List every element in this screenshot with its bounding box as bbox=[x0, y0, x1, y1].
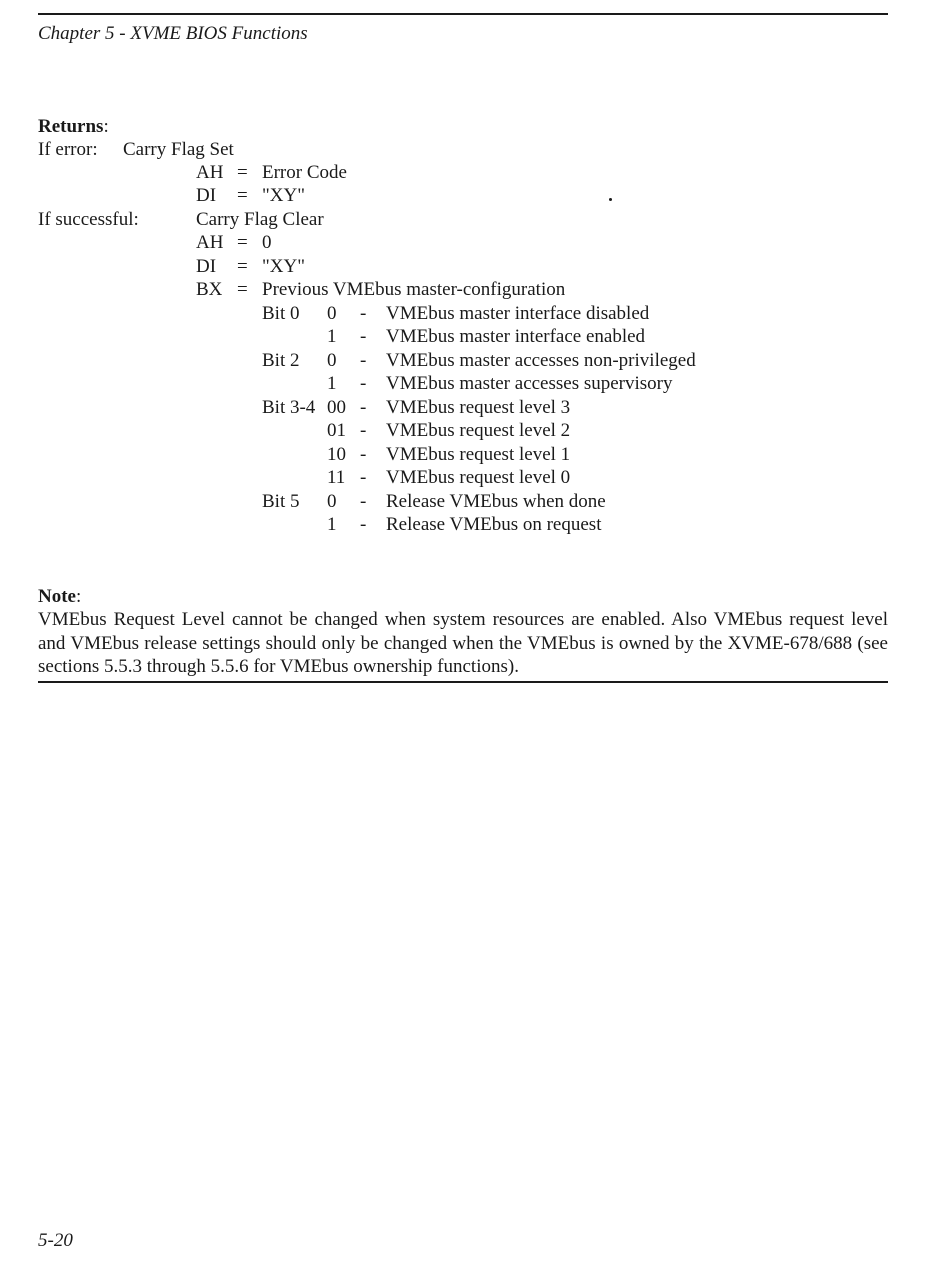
error-di-value: "XY" bbox=[262, 185, 305, 206]
error-ah-reg: AH bbox=[196, 162, 224, 183]
note-heading: Note bbox=[38, 586, 76, 607]
success-carry-flag: Carry Flag Clear bbox=[196, 209, 324, 230]
bit-dash: - bbox=[360, 467, 367, 488]
success-di-reg: DI bbox=[196, 256, 217, 277]
error-ah-eq: = bbox=[237, 162, 248, 183]
success-di-eq: = bbox=[237, 256, 248, 277]
bit-description: VMEbus master accesses supervisory bbox=[386, 373, 673, 394]
bit-dash: - bbox=[360, 326, 367, 347]
error-di-eq: = bbox=[237, 185, 248, 206]
error-carry-flag: Carry Flag Set bbox=[123, 139, 234, 160]
bit-code: 0 bbox=[327, 491, 337, 512]
bit-code: 10 bbox=[327, 444, 346, 465]
error-label: If error: bbox=[38, 139, 98, 160]
note-rule bbox=[38, 681, 888, 683]
bit-label: Bit 3-4 bbox=[262, 397, 316, 418]
bit-description: VMEbus master interface enabled bbox=[386, 326, 646, 347]
bit-code: 1 bbox=[327, 326, 337, 347]
error-di-reg: DI bbox=[196, 185, 217, 206]
bit-dash: - bbox=[360, 514, 367, 535]
success-bx-reg: BX bbox=[196, 279, 223, 300]
bit-code: 1 bbox=[327, 373, 337, 394]
bit-description: VMEbus master interface disabled bbox=[386, 303, 650, 324]
bit-code: 00 bbox=[327, 397, 346, 418]
bit-description: VMEbus master accesses non-privileged bbox=[386, 350, 696, 371]
bit-description: Release VMEbus when done bbox=[386, 491, 606, 512]
bit-description: VMEbus request level 2 bbox=[386, 420, 571, 441]
bit-description: Release VMEbus on request bbox=[386, 514, 602, 535]
success-bx-eq: = bbox=[237, 279, 248, 300]
success-ah-value: 0 bbox=[262, 232, 272, 253]
bit-description: VMEbus request level 0 bbox=[386, 467, 571, 488]
page-number: 5-20 bbox=[38, 1230, 73, 1251]
success-di-value: "XY" bbox=[262, 256, 305, 277]
success-ah-reg: AH bbox=[196, 232, 224, 253]
bit-code: 11 bbox=[327, 467, 346, 488]
returns-heading-line bbox=[38, 115, 109, 138]
bit-dash: - bbox=[360, 397, 367, 418]
chapter-title: Chapter 5 - XVME BIOS Functions bbox=[38, 23, 308, 44]
header-rule bbox=[38, 13, 888, 15]
success-bx-value: Previous VMEbus master-configuration bbox=[262, 279, 566, 300]
note-body: VMEbus Request Level cannot be changed when system resources are enabled. Also VMEbus request level and VMEbus release settings should only be changed when the VMEbus is owned by the XVME-678/688 (see sections 5.5.3 through 5.5.6 for VMEbus ownership functions). bbox=[38, 609, 888, 677]
bit-dash: - bbox=[360, 303, 367, 324]
bit-label: Bit 0 bbox=[262, 303, 300, 324]
success-ah-eq: = bbox=[237, 232, 248, 253]
bit-dash: - bbox=[360, 373, 367, 394]
bit-code: 0 bbox=[327, 350, 337, 371]
bit-description: VMEbus request level 1 bbox=[386, 444, 571, 465]
returns-heading: Returns bbox=[38, 116, 104, 137]
note-heading-line bbox=[38, 585, 81, 608]
bit-dash: - bbox=[360, 420, 367, 441]
bit-description: VMEbus request level 3 bbox=[386, 397, 571, 418]
bit-code: 0 bbox=[327, 303, 337, 324]
bit-dash: - bbox=[360, 350, 367, 371]
bit-dash: - bbox=[360, 444, 367, 465]
bit-code: 01 bbox=[327, 420, 346, 441]
bit-label: Bit 2 bbox=[262, 350, 300, 371]
bit-label: Bit 5 bbox=[262, 491, 300, 512]
note-colon: : bbox=[75, 586, 82, 607]
returns-colon: : bbox=[103, 116, 109, 137]
stray-dot bbox=[609, 198, 612, 201]
bit-dash: - bbox=[360, 491, 367, 512]
success-label: If successful: bbox=[38, 209, 139, 230]
bit-code: 1 bbox=[327, 514, 337, 535]
error-ah-value: Error Code bbox=[262, 162, 347, 183]
